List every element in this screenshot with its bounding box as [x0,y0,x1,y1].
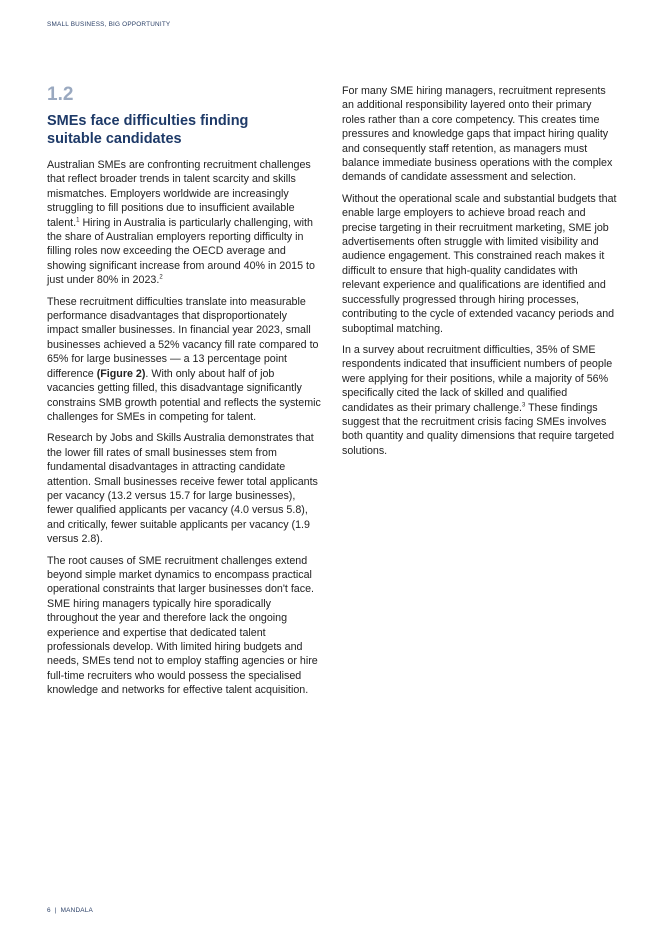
left-column [47,84,321,705]
running-header: SMALL BUSINESS, BIG OPPORTUNITY [47,21,171,28]
footnote-ref-1: 1 [76,217,80,224]
paragraph-operational-scale: Without the operational scale and substantial budgets that enable large employers to achieve broad reach and precise targeting in their recruitment marketing, SME job advertisements often struggle with limited visibility and audience engagement. This constrained reach makes it difficult to ensure that high-quality candidates with relevant experience and qualifications are identified and successfully progressed through hiring processes, contributing to the cycle of extended vacancy periods and suboptimal matching. [342,192,617,335]
paragraph-root-causes: The root causes of SME recruitment challenges extend beyond simple market dynamics to encompass practical operational constraints that larger businesses don't face. SME hiring managers typically hire sporadically throughout the year and therefore lack the ongoing experience and expertise that dedicated talent professionals develop. With limited hiring budgets and needs, SMEs tend not to employ staffing agencies or hire full-time recruiters who would possess the specialised knowledge and networks for effective talent acquisition. [47,554,318,697]
paragraph-jsa-research: Research by Jobs and Skills Australia demonstrates that the lower fill rates of small businesses stem from fundamental disadvantages in attracting candidate attention. Small businesses receive fewer total applicants per vacancy (13.2 versus 15.7 for large businesses), fewer qualified applicants per vacancy (4.0 versus 5.8), and critically, fewer suitable applicants per vacancy (1.9 versus 2.8). [47,432,318,546]
paragraph-hiring-managers: For many SME hiring managers, recruitment represents an additional responsibility layered onto their primary roles rather than a core competency. This creates time pressures and knowledge gaps that impact hiring quality and consequently staff retention, as managers must balance immediate business operations with the complex demands of candidate assessment and selection. [342,85,613,184]
footer-brand: MANDALA [60,907,93,914]
paragraph-survey: In a survey about recruitment difficulties, 35% of SME respondents indicated that insufficient numbers of people were applying for their positions, while a majority of 56% specifically cited the lack of skilled and qualified candidates as their primary challenge.$^3$ These findings suggest that the recruitment crisis facing SMEs involves both quantity and quality dimensions that require targeted solutions. [342,343,615,457]
page-footer [47,907,93,914]
section-number: 1.2 [47,84,74,105]
section-title-line2: suitable candidates [47,131,182,147]
right-column [342,84,617,465]
paragraph-talent-scarcity: Australian SMEs are confronting recruitment challenges that reflect broader trends in talent scarcity and skills mismatches. Employers worldwide are increasingly struggling to fill positions due to insufficient available talent.$^1$ Hiring in Australia is particularly challenging, with the share of Australian employers reporting difficulty in filling roles now exceeding the OECD average and showing significant increase from around 40% in 2015 to just under 80% in 2023.$^2$ [47,159,315,287]
footnote-ref-3: 3 [522,401,526,408]
section-title-line1: SMEs face difficulties finding [47,113,249,129]
footer-separator: | [54,907,57,914]
section-title [47,112,321,148]
figure-reference: (Figure 2) [96,367,146,380]
page-number: 6 [47,907,51,914]
footnote-ref-2: 2 [159,274,163,281]
paragraph-fill-rate: These recruitment difficulties translate into measurable performance disadvantages that disproportionately impact smaller businesses. In financial year 2023, small businesses achieved a 52% vacancy fill rate compared to 65% for large businesses — a 13 percentage point difference (Figure 2). With only about half of job vacancies getting filled, this disadvantage significantly constrains SMB growth potential and reflects the systemic challenges for SMEs in competing for talent. [47,295,321,423]
